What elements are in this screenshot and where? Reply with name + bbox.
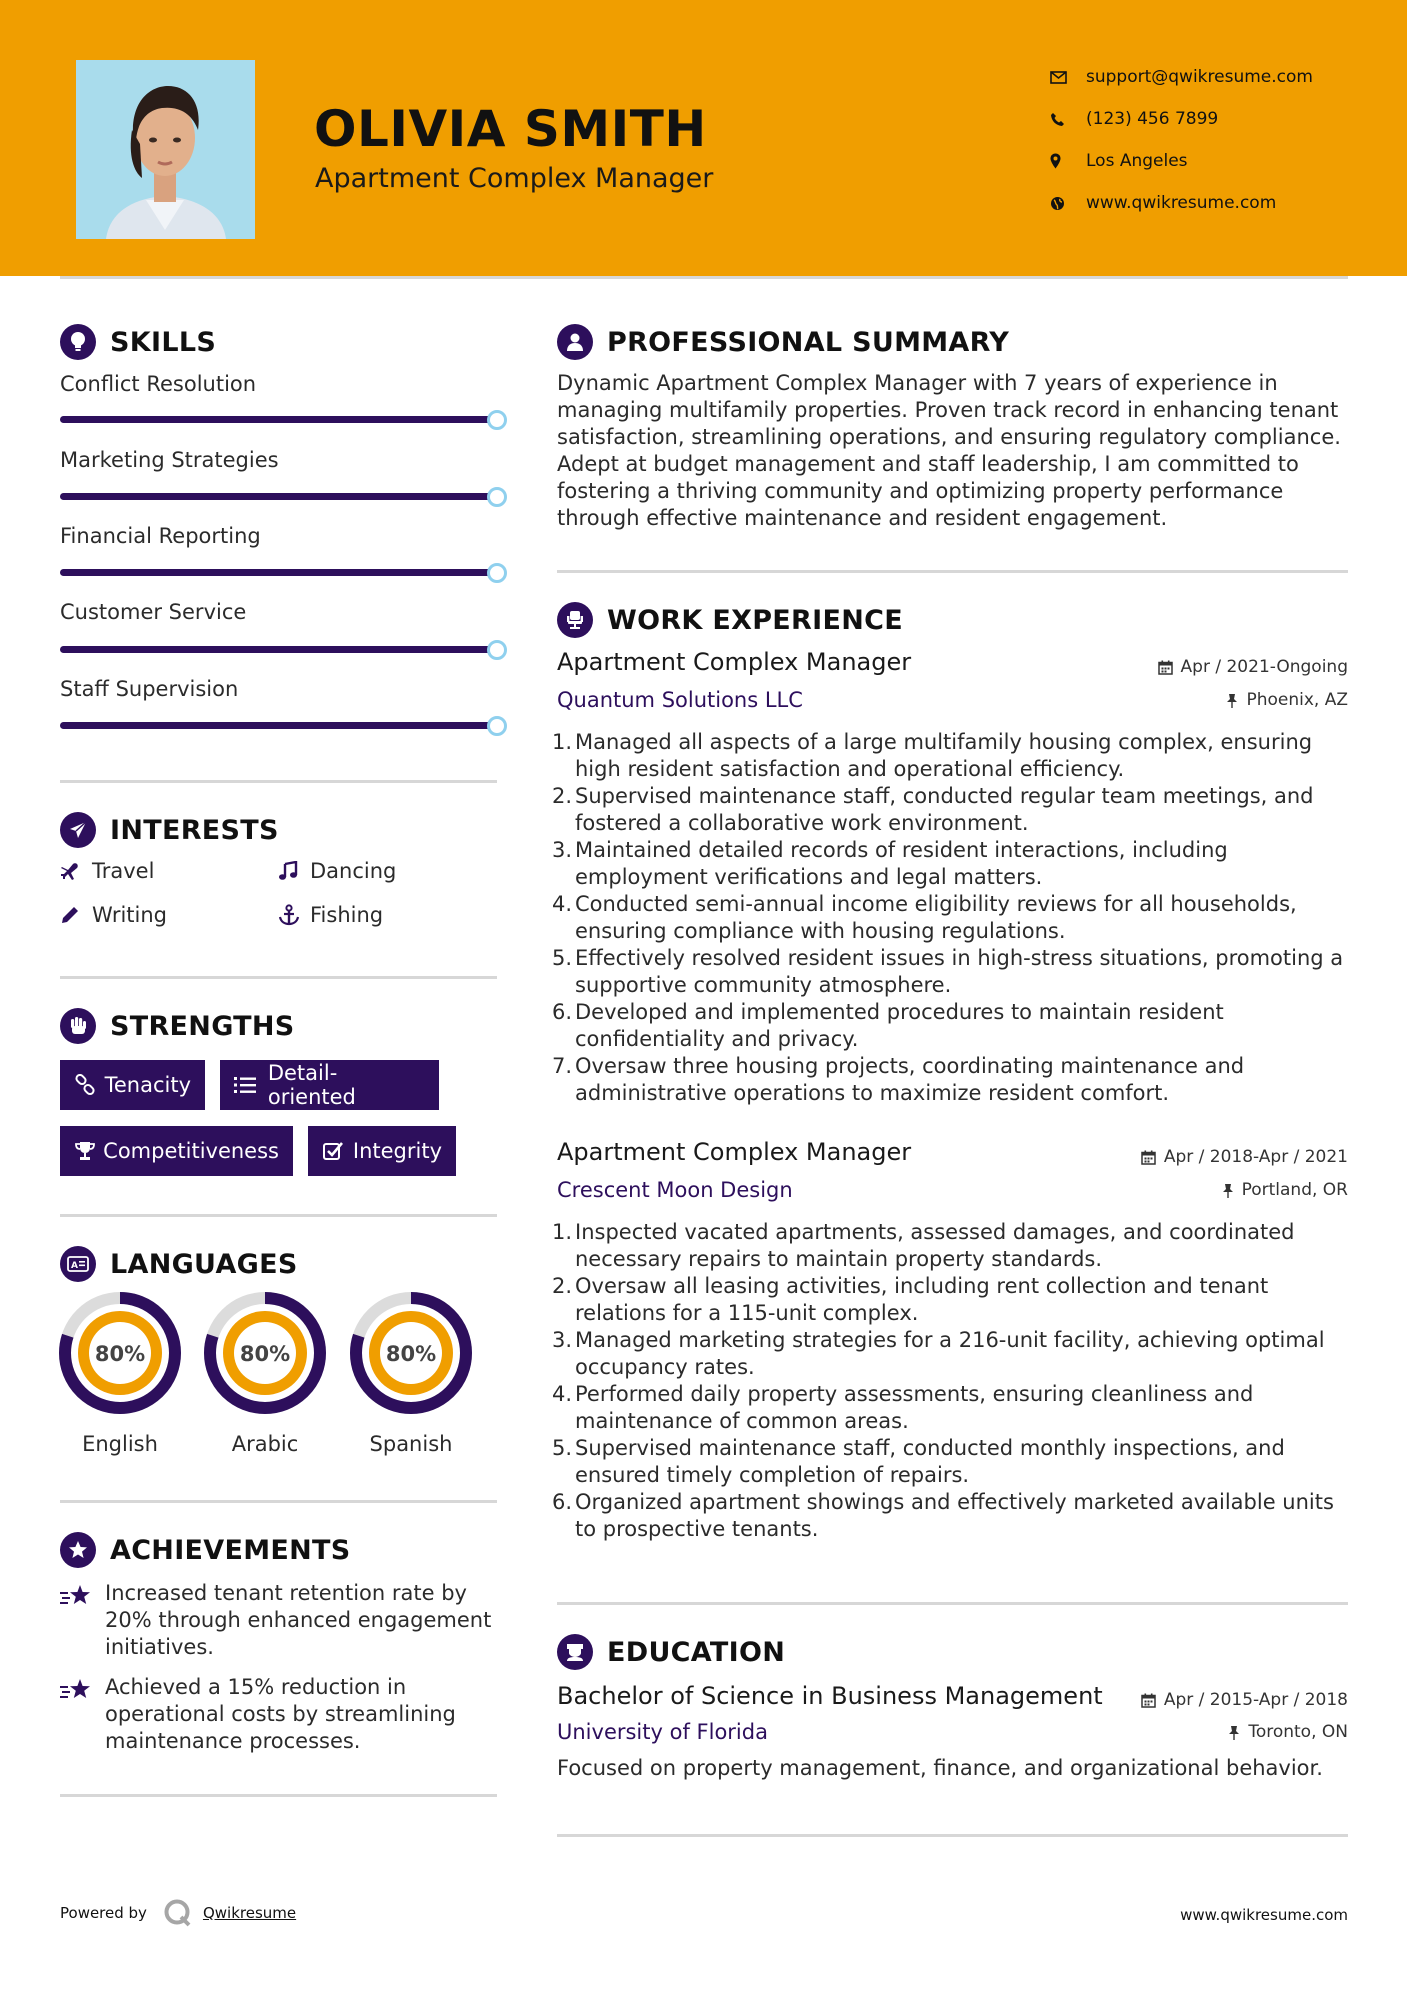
skill-bar <box>60 416 494 423</box>
list-item: 1. Managed all aspects of a large multifamily housing complex, ensuring high resident satisfaction and operational efficiency. <box>552 730 1313 781</box>
list-item: 2. Supervised maintenance staff, conducted regular team meetings, and fostered a collaborative work environment. <box>552 784 1314 835</box>
section-divider <box>60 1794 497 1797</box>
list-item: 2. Oversaw all leasing activities, including rent collection and tenant relations for a 115-unit complex. <box>552 1274 1269 1325</box>
raised-fist-icon <box>60 1008 96 1044</box>
education-location: Toronto, ON <box>1228 1722 1348 1742</box>
language-gauge <box>204 1292 326 1414</box>
job-title: Apartment Complex Manager <box>557 1138 912 1166</box>
candidate-title: Apartment Complex Manager <box>315 163 714 194</box>
shooting-star-icon <box>60 1674 105 1755</box>
profile-photo <box>76 60 255 239</box>
job-location: Phoenix, AZ <box>1226 690 1348 710</box>
qwikresume-logo-icon <box>163 1898 193 1928</box>
skills-heading: SKILLS <box>60 324 216 360</box>
contact-location: Los Angeles <box>1050 140 1313 182</box>
phone-icon <box>1050 112 1086 127</box>
skill-label: Marketing Strategies <box>60 448 279 472</box>
contact-website[interactable]: www.qwikresume.com <box>1050 182 1313 224</box>
strength-badge: Competitiveness <box>60 1126 293 1176</box>
music-icon <box>278 861 310 881</box>
language-icon <box>60 1246 96 1282</box>
pushpin-icon <box>1222 1183 1234 1198</box>
pencil-icon <box>60 905 92 925</box>
skill-bar <box>60 493 494 500</box>
contact-list <box>1050 56 1313 224</box>
skill-label: Conflict Resolution <box>60 372 257 396</box>
education-heading: EDUCATION <box>557 1634 785 1670</box>
skill-level-handle <box>487 410 507 430</box>
svg-text:A: A <box>71 1261 78 1271</box>
list-item: 7. Oversaw three housing projects, coordinating maintenance and administrative operations to maximize resident comfort. <box>552 1054 1245 1105</box>
education-dates: Apr / 2015-Apr / 2018 <box>1141 1690 1348 1710</box>
pushpin-icon <box>1228 1725 1240 1740</box>
calendar-icon <box>1141 1150 1156 1165</box>
language-gauge <box>59 1292 181 1414</box>
plane-icon <box>60 861 92 881</box>
achievement-item: Achieved a 15% reduction in operational costs by streamlining maintenance processes. <box>60 1674 500 1755</box>
list-item: 4. Performed daily property assessments, ensuring cleanliness and maintenance of common areas. <box>552 1382 1254 1433</box>
achievement-item: Increased tenant retention rate by 20% through enhanced engagement initiatives. <box>60 1580 500 1661</box>
resume-header <box>0 0 1407 276</box>
language-label: Spanish <box>369 1432 453 1456</box>
skill-level-handle <box>487 487 507 507</box>
graduate-icon <box>557 1634 593 1670</box>
lightbulb-icon <box>60 324 96 360</box>
languages-heading: A LANGUAGES <box>60 1246 298 1282</box>
skill-bar <box>60 646 494 653</box>
skill-bar <box>60 722 494 729</box>
list-item: 6. Organized apartment showings and effectively marketed available units to prospective tenants. <box>552 1490 1334 1541</box>
skill-bar <box>60 569 494 576</box>
skill-level-handle <box>487 563 507 583</box>
section-divider <box>60 1214 497 1217</box>
strength-badge: Detail-oriented <box>220 1060 439 1110</box>
list-item: 5. Effectively resolved resident issues in high-stress situations, promoting a supportive community atmosphere. <box>552 946 1344 997</box>
skill-level-handle <box>487 716 507 736</box>
trophy-icon <box>74 1140 103 1162</box>
header-divider <box>60 276 1348 279</box>
list-item: 3. Maintained detailed records of resident interactions, including employment verifications and legal matters. <box>552 838 1228 889</box>
summary-text: Dynamic Apartment Complex Manager with 7 years of experience in managing multifamily properties. Proven track record in enhancing tenant satisfaction, streamlining operations, and ensuring regulatory compliance. Adept at budget management and staff leadership, I am committed to fostering a thriving community and optimizing property performance through effective maintenance and resident engagement. <box>557 371 1341 530</box>
language-english <box>59 1292 181 1456</box>
summary-heading: PROFESSIONAL SUMMARY <box>557 324 1009 360</box>
strength-badge: Tenacity <box>60 1060 205 1110</box>
section-divider <box>557 1834 1348 1837</box>
job-responsibilities <box>552 1219 1352 1543</box>
job-dates: Apr / 2021-Ongoing <box>1158 657 1348 677</box>
contact-phone[interactable]: (123) 456 7899 <box>1050 98 1313 140</box>
shooting-star-icon <box>60 1580 105 1661</box>
language-percent: 80% <box>385 1342 437 1366</box>
section-divider <box>557 1602 1348 1605</box>
skill-label: Staff Supervision <box>60 677 239 701</box>
language-spanish <box>350 1292 472 1456</box>
experience-heading: WORK EXPERIENCE <box>557 602 903 638</box>
section-divider <box>557 570 1348 573</box>
job-responsibilities <box>552 729 1352 1107</box>
footer-powered-by: Powered by Qwikresume <box>60 1898 296 1928</box>
interest-travel: Travel <box>60 859 154 883</box>
job-company: Crescent Moon Design <box>557 1178 793 1202</box>
calendar-icon <box>1158 660 1173 675</box>
language-percent: 80% <box>239 1342 291 1366</box>
footer-website[interactable]: www.qwikresume.com <box>1180 1906 1348 1924</box>
strength-badge: Integrity <box>308 1126 456 1176</box>
list-item: 5. Supervised maintenance staff, conducted monthly inspections, and ensured timely completion of repairs. <box>552 1436 1285 1487</box>
achievements-heading: ACHIEVEMENTS <box>60 1532 351 1568</box>
skill-label: Customer Service <box>60 600 247 624</box>
interest-fishing: Fishing <box>278 903 383 927</box>
strengths-heading: STRENGTHS <box>60 1008 295 1044</box>
list-item: 6. Developed and implemented procedures to maintain resident confidentiality and privacy. <box>552 1000 1224 1051</box>
job-dates: Apr / 2018-Apr / 2021 <box>1141 1147 1348 1167</box>
language-label: Arabic <box>231 1432 299 1456</box>
education-description: Focused on property management, finance, and organizational behavior. <box>557 1756 1323 1780</box>
job-company: Quantum Solutions LLC <box>557 688 803 712</box>
interest-dancing: Dancing <box>278 859 396 883</box>
skill-level-handle <box>487 640 507 660</box>
section-divider <box>60 780 497 783</box>
language-arabic <box>204 1292 326 1456</box>
star-badge-icon <box>60 1532 96 1568</box>
list-item: 4. Conducted semi-annual income eligibility reviews for all households, ensuring compliance with housing regulations. <box>552 892 1297 943</box>
interests-heading: INTERESTS <box>60 812 279 848</box>
anchor-icon <box>278 904 310 926</box>
candidate-name: OLIVIA SMITH <box>314 100 707 158</box>
office-chair-icon <box>557 602 593 638</box>
list-item: 3. Managed marketing strategies for a 216-unit facility, achieving optimal occupancy rates. <box>552 1328 1325 1379</box>
skill-label: Financial Reporting <box>60 524 261 548</box>
language-label: English <box>82 1432 158 1456</box>
checkbox-icon <box>322 1140 353 1162</box>
list-item: 1. Inspected vacated apartments, assessed damages, and coordinated necessary repairs to maintain property standards. <box>552 1220 1295 1271</box>
map-pin-icon <box>1050 153 1086 169</box>
user-icon <box>557 324 593 360</box>
section-divider <box>60 976 497 979</box>
pushpin-icon <box>1226 693 1238 708</box>
globe-icon <box>1050 196 1086 211</box>
paper-plane-icon <box>60 812 96 848</box>
language-gauge <box>350 1292 472 1414</box>
language-percent: 80% <box>94 1342 146 1366</box>
interest-writing: Writing <box>60 903 167 927</box>
envelope-icon <box>1050 71 1086 84</box>
list-icon <box>234 1076 268 1094</box>
job-title: Apartment Complex Manager <box>557 648 912 676</box>
section-divider <box>60 1500 497 1503</box>
calendar-icon <box>1141 1693 1156 1708</box>
contact-email[interactable]: support@qwikresume.com <box>1050 56 1313 98</box>
job-location: Portland, OR <box>1222 1180 1348 1200</box>
degree-title: Bachelor of Science in Business Management <box>557 1682 1103 1710</box>
school-name: University of Florida <box>557 1720 768 1744</box>
qwikresume-link[interactable]: Qwikresume <box>202 1904 297 1922</box>
link-icon <box>74 1074 105 1096</box>
